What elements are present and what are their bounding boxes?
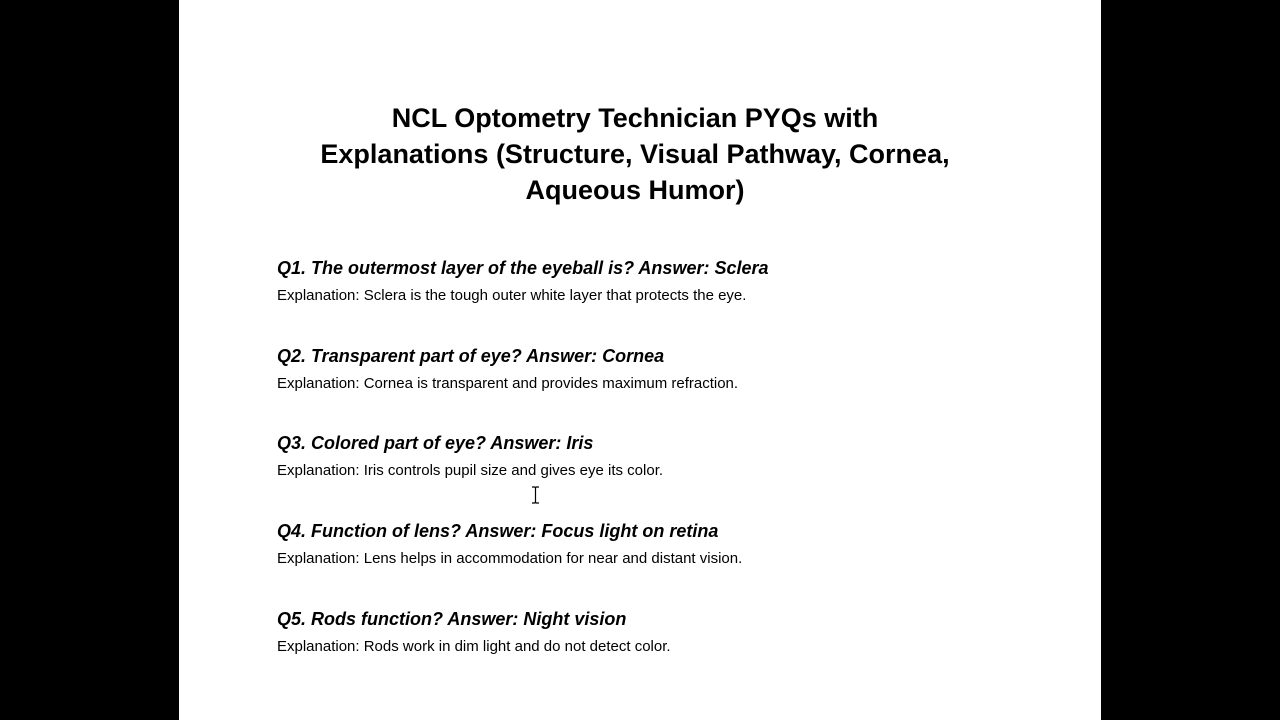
explanation-text: Explanation: Sclera is the tough outer white layer that protects the eye. [277,287,747,304]
title-line: Explanations (Structure, Visual Pathway, Cornea, [320,139,950,169]
explanation-text: Explanation: Iris controls pupil size and gives eye its color. [277,462,664,479]
explanation-text: Explanation: Cornea is transparent and provides maximum refraction. [277,375,739,392]
question-text: Q5. Rods function? Answer: Night vision [277,609,627,629]
question-text: Q4. Function of lens? Answer: Focus light on retina [277,521,719,541]
document-page [179,0,1101,720]
explanation-text: Explanation: Rods work in dim light and do not detect color. [277,638,671,655]
explanation-text: Explanation: Lens helps in accommodation for near and distant vision. [277,550,743,567]
question-text: Q1. The outermost layer of the eyeball is? Answer: Sclera [277,258,769,278]
page-title [279,100,991,208]
title-line: Aqueous Humor) [525,175,745,205]
title-line: NCL Optometry Technician PYQs with [391,103,879,133]
qa-item-3 [277,432,1057,480]
question-text: Q3. Colored part of eye? Answer: Iris [277,433,594,453]
question-text: Q2. Transparent part of eye? Answer: Cornea [277,346,665,366]
qa-item-2 [277,345,1057,393]
qa-item-5 [277,608,1057,656]
text-cursor-icon [531,486,540,504]
qa-item-1 [277,257,1057,305]
qa-item-4 [277,520,1057,568]
